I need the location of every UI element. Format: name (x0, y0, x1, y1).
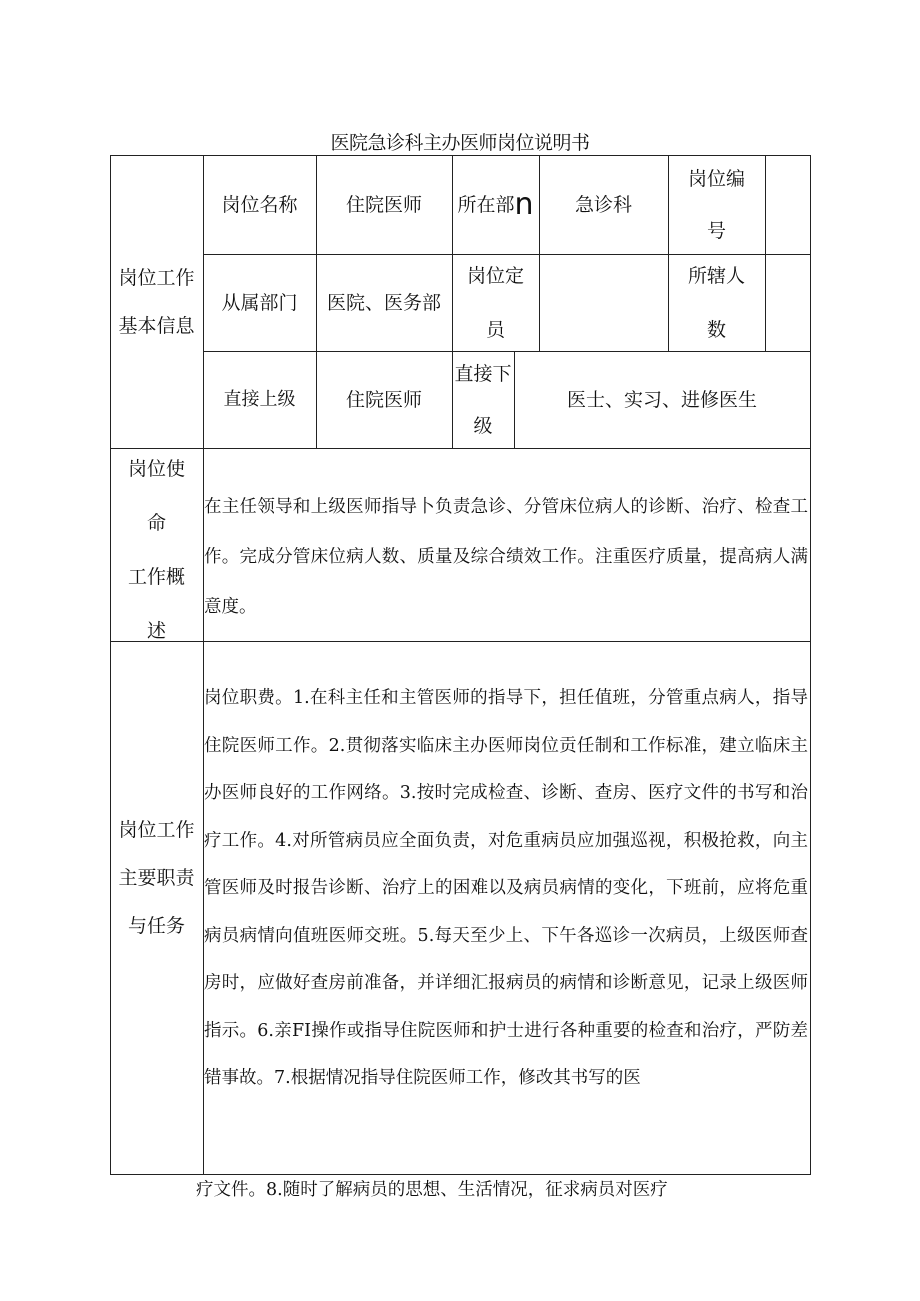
direct-superior-label: 直接上级 (223, 388, 296, 410)
post-number-value (765, 155, 810, 254)
post-quota-value (539, 254, 668, 351)
duties-overflow-text: 疗文件。8.随时了解病员的思想、生活情况，征求病员对医疗 (196, 1180, 668, 1200)
affiliated-dept-value: 医院、医务部 (326, 291, 441, 314)
direct-subordinate-value: 医士、实习、进修医生 (566, 388, 757, 411)
table-row-line (110, 641, 811, 642)
duties-section-label: 岗位工作 主要职责 与任务 (118, 818, 195, 937)
direct-superior-value: 住院医师 (345, 388, 422, 411)
post-number-label: 岗位编 号 (687, 167, 745, 242)
basic-info-label-line2: 基本信息 (118, 314, 195, 337)
affiliated-dept-label: 从属部门 (221, 291, 298, 314)
table-border-right (810, 155, 811, 1175)
staff-count-value (765, 254, 810, 351)
mission-text: 在主任领导和上级医师指导卜负责急诊、分管床位病人的诊断、治疗、检查工作。完成分管床位病人数、质量及综合绩效工作。注重医疗质量，提高病人满意度。 (204, 497, 808, 617)
direct-subordinate-label: 直接下 级 (454, 362, 512, 437)
post-quota-label: 岗位定 员 (466, 264, 524, 341)
staff-count-label: 所辖人 数 (687, 264, 745, 341)
basic-info-label-line1: 岗位工作 (118, 266, 195, 289)
mission-section-label: 岗位使 命 工作概 述 (127, 457, 185, 642)
post-name-value: 住院医师 (345, 193, 422, 216)
duties-text: 岗位职费。1.在科主任和主管医师的指导下，担任值班，分管重点病人，指导住院医师工作。2.贯彻落实临床主办医师岗位贡任制和工作标准，建立临床主办医师良好的工作网络。3.按时完成检查、诊断、查房、医疗文件的书写和治疗工作。4.对所管病员应全面负责，对危重病员应加强巡视，积极抢救，向主管医师及时报告诊断、治疗上的困难以及病员病情的变化，下班前，应将危重病员病情向值班医师交班。5.每天至少上、下午各巡诊一次病员，上级医师查房时，应做好查房前准备，并详细汇报病员的病情和诊断意见，记录上级医师指示。6.亲FI操作或指导住院医师和护士进行各种重要的检查和治疗，严防差错事故。7.根据情况指导住院医师工作，修改其书写的医 (204, 688, 808, 1088)
department-value: 急诊科 (574, 193, 632, 216)
department-label: 所在部 n (457, 186, 534, 222)
basic-info-section-label (110, 155, 203, 448)
table-row-line (110, 448, 811, 449)
post-name-label: 岗位名称 (221, 193, 298, 216)
document-title: 医院急诊科主办医师岗位说明书 (330, 132, 590, 154)
